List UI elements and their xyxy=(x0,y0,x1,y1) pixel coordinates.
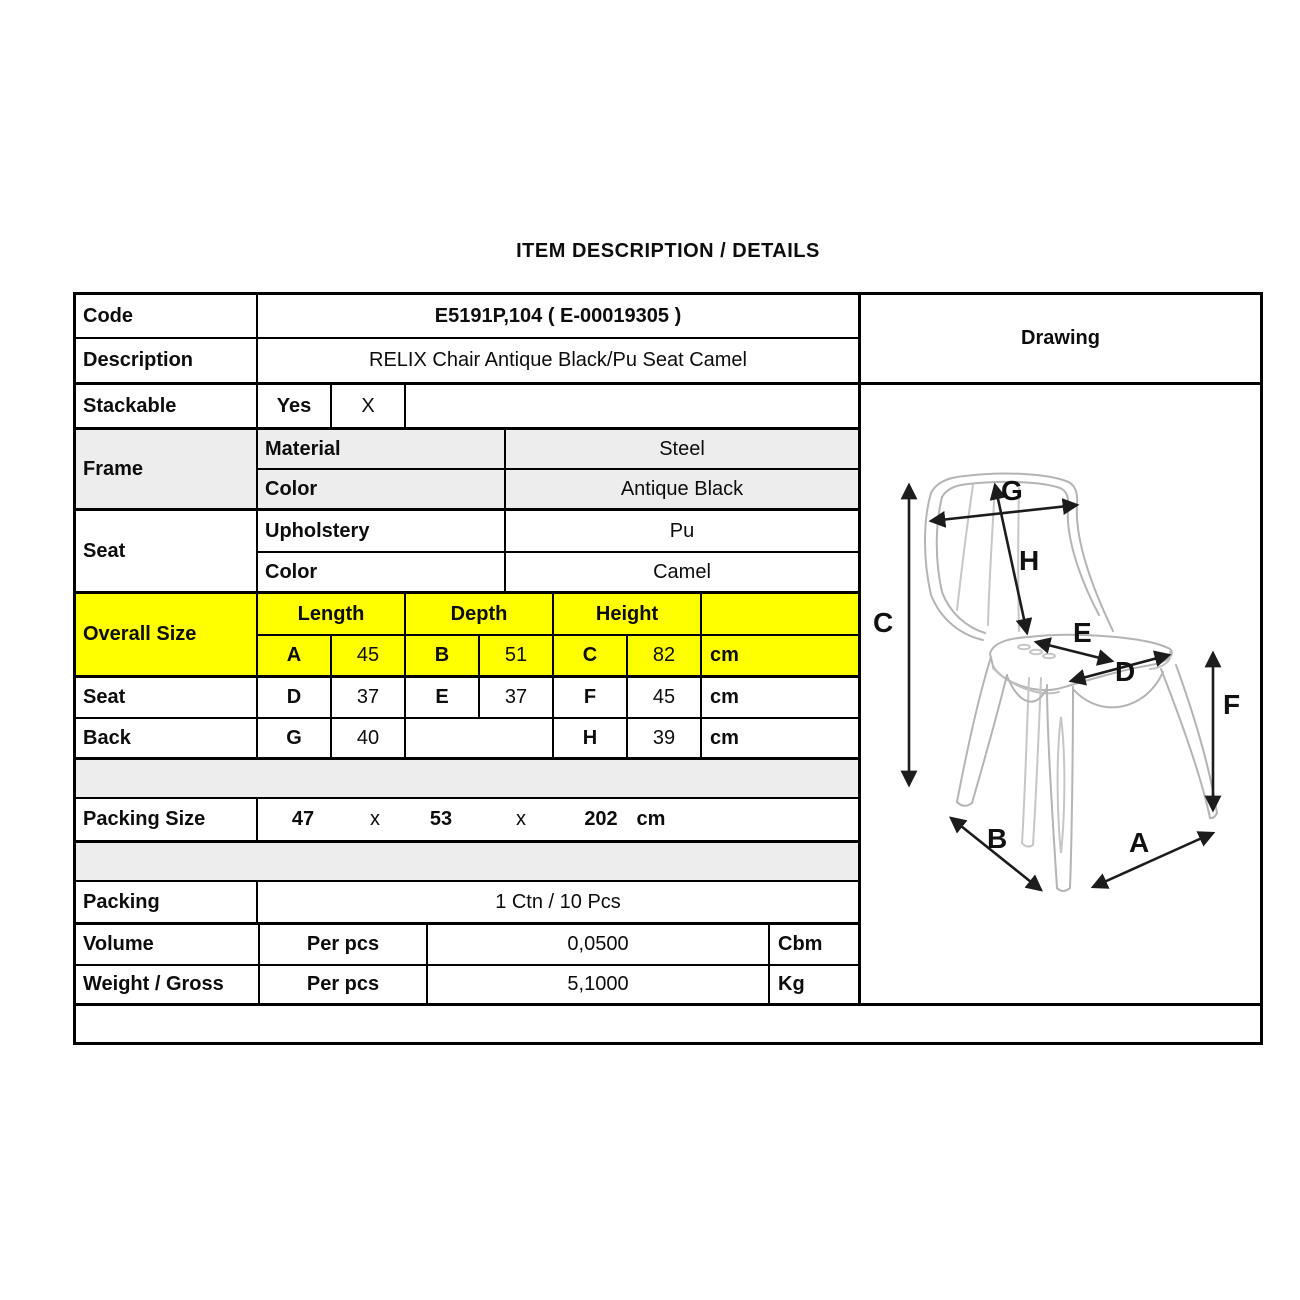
overall-size-label: Overall Size xyxy=(76,594,258,675)
dim-h-value: 39 xyxy=(628,719,702,757)
dim-label-h: H xyxy=(1019,545,1040,576)
dim-label-f: F xyxy=(1223,689,1241,720)
table-row-volume xyxy=(76,925,858,966)
dim-c-value: 82 xyxy=(628,636,702,675)
dim-d-value: 37 xyxy=(332,678,406,717)
seat-upholstery-label: Upholstery xyxy=(258,511,506,551)
packing-size-v1: 47 xyxy=(291,808,315,830)
weight-label: Weight / Gross xyxy=(76,966,260,1003)
dim-d-letter: D xyxy=(258,678,332,717)
stackable-label: Stackable xyxy=(76,385,258,427)
table-row-description xyxy=(76,339,858,385)
dim-label-c: C xyxy=(873,607,894,638)
dim-b-value: 51 xyxy=(480,636,554,675)
packing-label: Packing xyxy=(76,882,258,922)
stackable-mark: X xyxy=(332,385,406,427)
seat-color-row xyxy=(258,553,858,591)
dim-arrow-g xyxy=(931,505,1077,521)
volume-value: 0,0500 xyxy=(428,925,770,964)
weight-per: Per pcs xyxy=(260,966,428,1003)
dim-label-a: A xyxy=(1129,827,1150,858)
dim-label-e: E xyxy=(1073,617,1092,648)
packing-size-value xyxy=(258,799,858,840)
frame-color-value: Antique Black xyxy=(620,477,744,500)
weight-unit: Kg xyxy=(778,973,805,995)
overall-unit: cm xyxy=(710,644,739,666)
back-dims-empty xyxy=(406,719,554,757)
depth-header: Depth xyxy=(406,594,554,634)
seat-upholstery-value: Pu xyxy=(669,519,695,542)
dim-e-value: 37 xyxy=(480,678,554,717)
overall-values-row xyxy=(258,636,858,675)
packing-size-v2: 53 xyxy=(429,808,453,830)
volume-per: Per pcs xyxy=(260,925,428,964)
code-label: Code xyxy=(76,295,258,337)
page-title: ITEM DESCRIPTION / DETAILS xyxy=(516,240,820,262)
length-header: Length xyxy=(258,594,406,634)
bottom-empty-row xyxy=(76,1006,1260,1042)
frame-section xyxy=(76,430,858,511)
volume-unit: Cbm xyxy=(778,933,823,955)
table-row-code xyxy=(76,295,858,339)
dim-a-value: 45 xyxy=(332,636,406,675)
seat-upholstery-row xyxy=(258,511,858,553)
code-value: E5191P,104 ( E-00019305 ) xyxy=(434,304,682,327)
seat-color-value: Camel xyxy=(653,560,711,583)
drawing-header: Drawing xyxy=(861,295,1260,385)
chair-sketch-svg xyxy=(861,385,1260,1003)
stackable-yes: Yes xyxy=(258,385,332,427)
size-header-row xyxy=(258,594,858,636)
table-row-back-dims xyxy=(76,719,858,760)
table-row-weight xyxy=(76,966,858,1006)
packing-size-label: Packing Size xyxy=(76,799,258,840)
dim-g-value: 40 xyxy=(332,719,406,757)
dim-c-letter: C xyxy=(554,636,628,675)
dim-label-d: D xyxy=(1115,656,1136,687)
dim-a-letter: A xyxy=(258,636,332,675)
weight-value: 5,1000 xyxy=(428,966,770,1003)
back-dims-unit: cm xyxy=(710,726,739,749)
spacer-row xyxy=(76,843,858,882)
table-row-packing xyxy=(76,882,858,925)
frame-label: Frame xyxy=(76,430,258,508)
chair-drawing xyxy=(861,385,1260,1003)
seat-color-label: Color xyxy=(258,553,506,591)
volume-label: Volume xyxy=(76,925,260,964)
spacer-row xyxy=(76,760,858,799)
dim-f-letter: F xyxy=(554,678,628,717)
dim-h-letter: H xyxy=(554,719,628,757)
table-row-packing-size xyxy=(76,799,858,843)
packing-size-unit: cm xyxy=(636,808,666,830)
height-header: Height xyxy=(554,594,702,634)
stackable-empty xyxy=(406,385,858,427)
dim-g-letter: G xyxy=(258,719,332,757)
overall-size-section xyxy=(76,594,858,678)
dim-label-g: G xyxy=(1001,475,1023,506)
spec-table xyxy=(73,292,1263,1045)
packing-value: 1 Ctn / 10 Pcs xyxy=(495,890,621,913)
dim-arrow-a xyxy=(1093,833,1213,887)
chair-outline xyxy=(925,474,1217,891)
drawing-cell xyxy=(858,295,1260,1006)
frame-color-label: Color xyxy=(258,470,506,508)
description-label: Description xyxy=(76,339,258,382)
packing-size-v3: 202 xyxy=(584,808,618,830)
frame-color-row xyxy=(258,470,858,508)
frame-material-label: Material xyxy=(258,430,506,468)
dim-b-letter: B xyxy=(406,636,480,675)
dim-f-value: 45 xyxy=(628,678,702,717)
description-value: RELIX Chair Antique Black/Pu Seat Camel xyxy=(369,349,747,371)
seat-dims-label: Seat xyxy=(76,678,258,717)
packing-size-x2: x xyxy=(516,808,526,830)
seat-label: Seat xyxy=(76,511,258,591)
frame-material-row xyxy=(258,430,858,470)
table-row-seat-dims xyxy=(76,678,858,719)
table-row-stackable xyxy=(76,385,858,430)
back-dims-label: Back xyxy=(76,719,258,757)
frame-material-value: Steel xyxy=(659,437,705,460)
dim-label-b: B xyxy=(987,823,1008,854)
size-header-empty xyxy=(702,594,858,634)
dim-e-letter: E xyxy=(406,678,480,717)
packing-size-x1: x xyxy=(370,808,380,830)
seat-section xyxy=(76,511,858,594)
seat-dims-unit: cm xyxy=(710,686,739,708)
